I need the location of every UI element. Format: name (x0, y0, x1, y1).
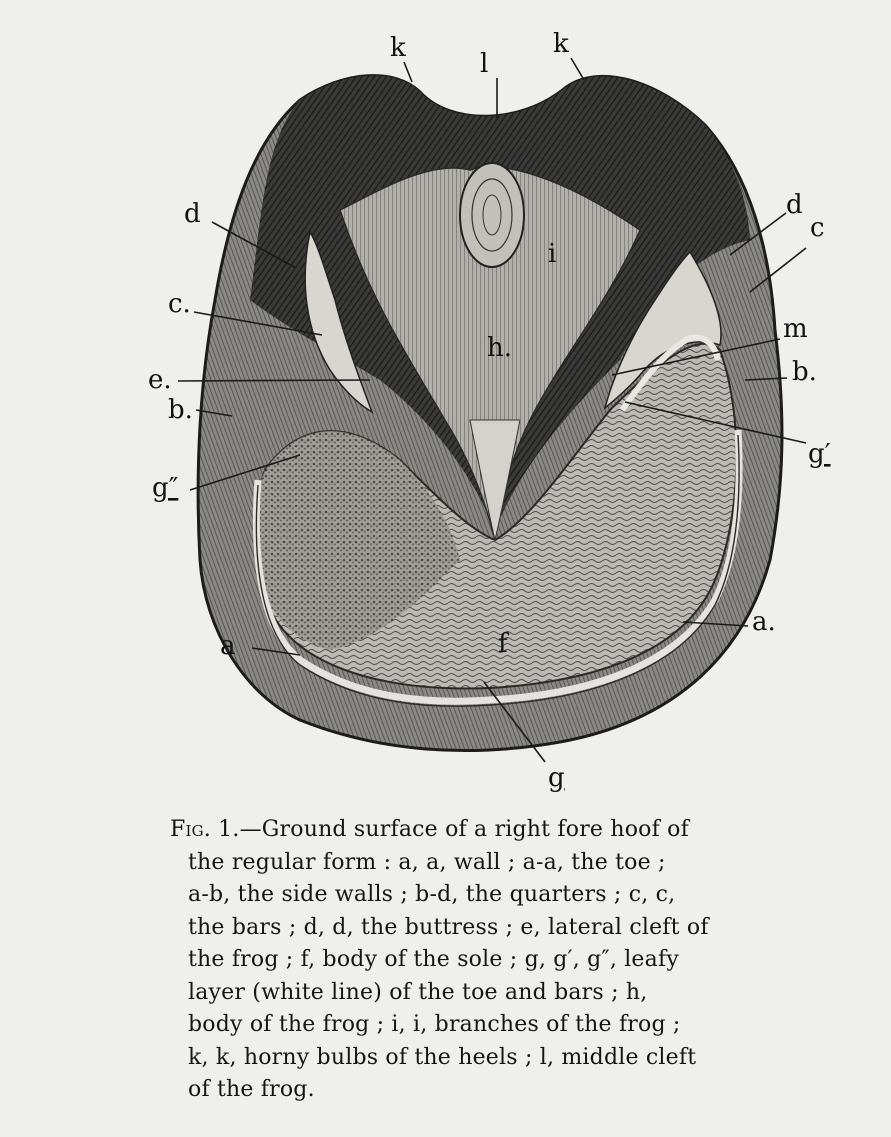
label-i: i (548, 239, 557, 269)
label-k-right: k (553, 29, 569, 59)
label-d-left: d (184, 199, 201, 229)
label-b-right: b. (792, 357, 817, 387)
label-l: l (480, 49, 489, 79)
label-b-left: b. (168, 395, 193, 425)
label-c-right: c (810, 213, 825, 243)
label-a-right: a. (752, 607, 776, 637)
caption-line-8: k, k, horny bulbs of the heels ; l, middle cleft (188, 1044, 697, 1070)
caption-line-9: of the frog. (188, 1077, 315, 1102)
label-g-prime: g′ (808, 439, 831, 469)
caption-line-7: body of the frog ; i, i, branches of the frog ; (188, 1012, 681, 1037)
label-m: m (783, 314, 808, 344)
caption-line-1-text: —Ground surface of a right fore hoof of (239, 817, 689, 842)
label-k-left: k (390, 33, 406, 63)
figure-caption (170, 814, 870, 1107)
label-c-left: c. (168, 289, 191, 319)
label-a-left: a (220, 631, 236, 661)
label-e: e. (148, 365, 172, 395)
caption-line-5: the frog ; f, body of the sole ; g, g′, g″, leafy (188, 947, 679, 972)
caption-line-2: the regular form : a, a, wall ; a-a, the toe ; (188, 849, 666, 875)
label-d-right: d (786, 190, 803, 220)
caption-line-3: a-b, the side walls ; b-d, the quarters ; c, c, (188, 882, 676, 907)
label-h: h. (487, 333, 513, 363)
caption-line-4: the bars ; d, d, the buttress ; e, lateral cleft of (188, 914, 709, 940)
label-g-double-prime: g″ (152, 473, 179, 503)
caption-line-6: layer (white line) of the toe and bars ; h, (188, 979, 648, 1005)
caption-line-1 (170, 814, 870, 847)
label-f: f (498, 629, 508, 659)
label-g: g (548, 763, 565, 793)
figure-number: Fig. 1. (170, 817, 240, 842)
